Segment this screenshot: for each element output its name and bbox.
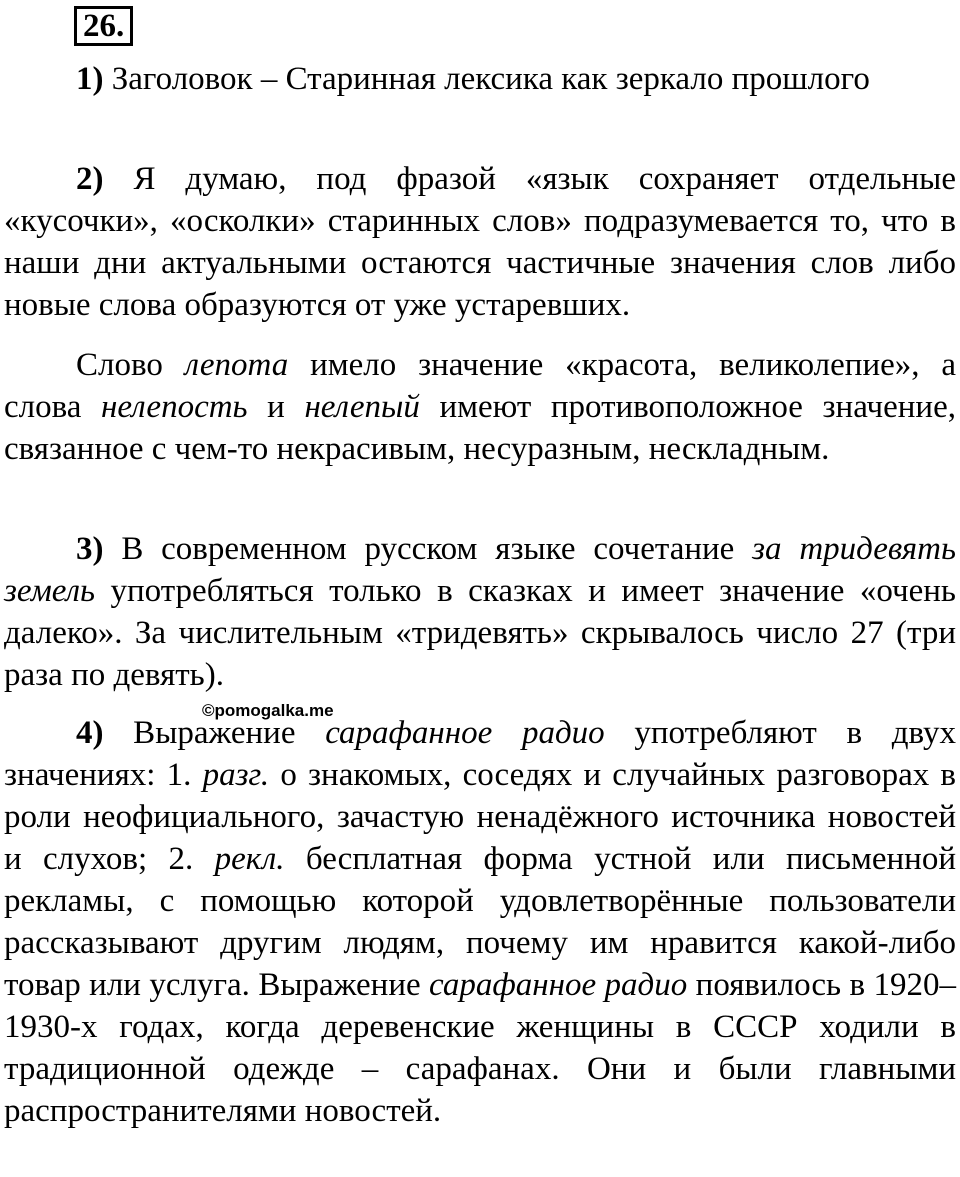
paragraph-1-title [4, 58, 956, 100]
task-number-box: 26. [74, 6, 133, 46]
text-segment: появилось в 1920–1930-х годах, когда деревенские женщины в СССР ходили в традиционной одежде – сарафанах. Они и были главными распространителями новостей. [4, 967, 956, 1129]
text-segment: имеют противоположное значение, связанное с чем-то некрасивым, несуразным, нескладным. [4, 389, 956, 467]
italic-term: лепота [184, 347, 289, 383]
text-segment: о знакомых, соседях и случайных разговорах в роли неофициального, зачастую ненадёжного источника новостей и слухов; 2. [4, 757, 956, 877]
italic-term: разг. [202, 757, 270, 793]
paragraph-3-tridevyat [4, 528, 956, 696]
text-segment: употребляют в двух значениях: 1. [4, 715, 957, 793]
text-segment: бесплатная форма устной или письменной рекламы, с помощью которой удовлетворённые пользователи рассказывают другим людям, почему им нравится какой-либо товар или услуга. Выражение [4, 841, 956, 1003]
italic-term: сарафанное радио [325, 715, 605, 751]
text-segment: Заголовок – Старинная лексика как зеркало прошлого [103, 61, 870, 97]
italic-term: за тридевять земель [4, 531, 956, 609]
item-number: 2) [76, 161, 104, 197]
item-number: 1) [76, 61, 104, 97]
italic-term: рекл. [214, 841, 285, 877]
text-segment: Слово [76, 347, 185, 383]
text-segment: В современном русском языке сочетание [103, 531, 753, 567]
italic-term: сарафанное радио [429, 967, 688, 1003]
text-segment: и [247, 389, 305, 425]
italic-term: нелепость [101, 389, 248, 425]
watermark-text: ©pomogalka.me [202, 701, 334, 720]
paragraph-4-sarafannoe-radio [4, 712, 956, 1132]
item-number: 3) [76, 531, 104, 567]
item-number: 4) [76, 715, 104, 751]
text-segment: имело значение «красота, великолепие», а слова [4, 347, 956, 425]
paragraph-lepota-explanation [4, 344, 956, 470]
paragraph-2-phrase-meaning [4, 158, 956, 326]
text-segment: употребляться только в сказках и имеет значение «очень далеко». За числительным «тридевять» скрывалось число 27 (три раза по девять). [4, 573, 956, 693]
italic-term: нелепый [304, 389, 420, 425]
text-segment: Я думаю, под фразой «язык сохраняет отдельные «кусочки», «осколки» старинных слов» подразумевается то, что в наши дни актуальными остаются частичные значения слов либо новые слова образуются от уже устаревших. [4, 161, 956, 323]
text-segment: Выражение [103, 715, 326, 751]
